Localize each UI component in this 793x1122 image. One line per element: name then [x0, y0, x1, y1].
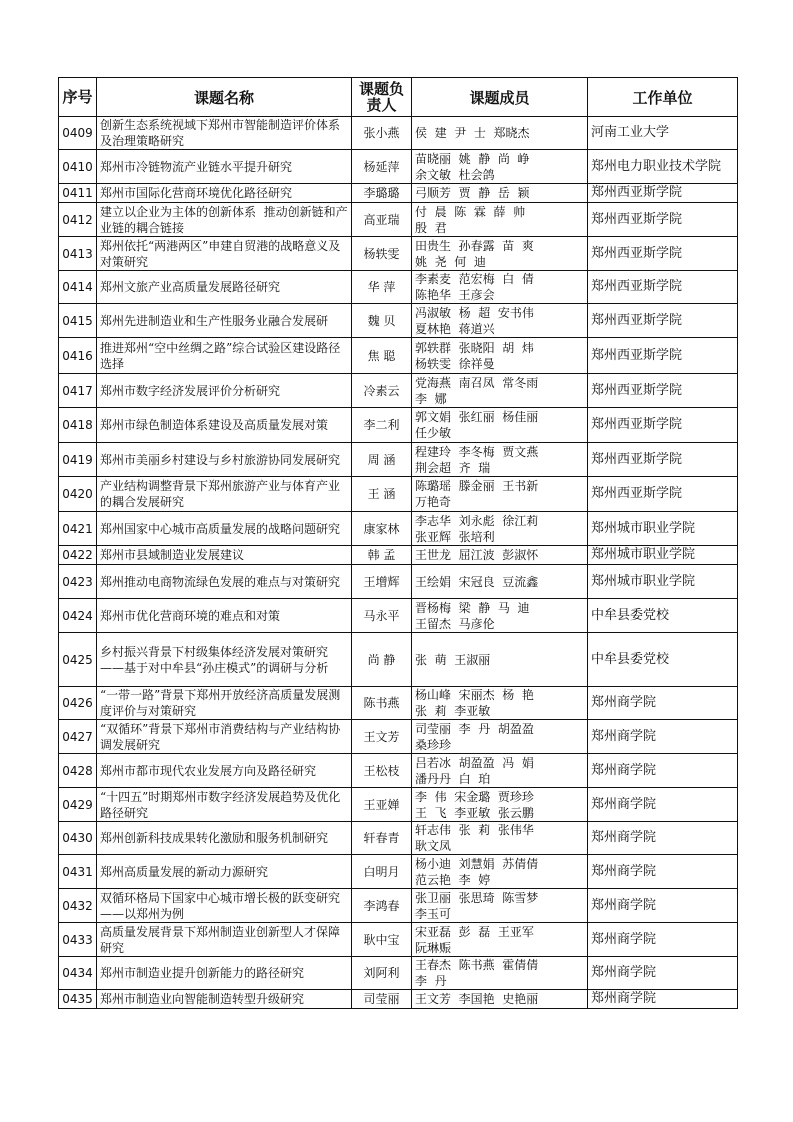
table-cell-unit: 郑州西亚斯学院 — [588, 184, 738, 203]
table-cell-title — [97, 599, 352, 633]
table-cell-unit: 郑州商学院 — [588, 822, 738, 855]
table-cell-title-text: “十四五”时期郑州市数字经济发展趋势及优化路径研究 — [100, 789, 341, 820]
table-cell-lead: 李鸿春 — [352, 889, 412, 923]
table-cell-title — [97, 633, 352, 687]
table-cell-members-text: 程建玲 李冬梅 贾文燕 荆会超 齐 瑞 — [415, 444, 539, 475]
table-cell-title — [97, 687, 352, 720]
table-row — [59, 754, 738, 788]
table-cell-members — [412, 117, 588, 150]
table-cell-unit: 郑州商学院 — [588, 990, 738, 1009]
table-cell-members — [412, 408, 588, 443]
table-cell-lead: 杨延萍 — [352, 150, 412, 184]
table-cell-members — [412, 203, 588, 237]
table-row — [59, 788, 738, 822]
table-cell-members-text: 党海燕 南召凤 常冬雨 李 娜 — [415, 375, 539, 406]
table-cell-members-text: 张 萌 王淑丽 — [415, 652, 491, 667]
table-cell-title — [97, 546, 352, 565]
table-cell-seq: 0410 — [59, 150, 97, 184]
table-cell-members — [412, 822, 588, 855]
table-cell-members-text: 冯淑敏 杨 超 安书伟 夏林艳 蒋道兴 — [415, 305, 534, 336]
table-cell-title-text: 郑州市数字经济发展评价分析研究 — [100, 383, 281, 398]
table-cell-members — [412, 374, 588, 408]
table-cell-seq: 0431 — [59, 855, 97, 889]
table-row — [59, 599, 738, 633]
table-row — [59, 512, 738, 546]
table-cell-seq: 0430 — [59, 822, 97, 855]
table-cell-unit: 郑州西亚斯学院 — [588, 338, 738, 374]
table-row — [59, 117, 738, 150]
table-cell-seq: 0412 — [59, 203, 97, 237]
table-cell-lead: 周 涵 — [352, 443, 412, 477]
table-cell-lead: 王 涵 — [352, 477, 412, 512]
table-cell-seq: 0418 — [59, 408, 97, 443]
table-cell-title-text: “一带一路”背景下郑州开放经济高质量发展测度评价与对策研究 — [100, 688, 341, 718]
table-cell-members — [412, 184, 588, 203]
table-cell-seq: 0411 — [59, 184, 97, 203]
table-cell-members-text: 李 伟 宋金璐 贾珍珍 王 飞 李亚敏 张云鹏 — [415, 789, 534, 820]
table-cell-title — [97, 754, 352, 788]
table-cell-unit: 郑州西亚斯学院 — [588, 477, 738, 512]
table-cell-lead: 韩 孟 — [352, 546, 412, 565]
table-cell-title — [97, 443, 352, 477]
table-cell-title — [97, 512, 352, 546]
table-cell-members — [412, 443, 588, 477]
table-cell-title-text: 郑州高质量发展的新动力源研究 — [100, 864, 269, 879]
table-cell-seq: 0416 — [59, 338, 97, 374]
project-table — [58, 77, 738, 1009]
table-row — [59, 990, 738, 1009]
header-lead: 课题负责人 — [352, 78, 412, 117]
table-cell-title — [97, 990, 352, 1009]
table-cell-members-text: 田贵生 孙春露 苗 爽 姚 尧 何 迪 — [415, 238, 534, 269]
table-cell-title — [97, 117, 352, 150]
table-cell-seq: 0415 — [59, 304, 97, 338]
table-cell-seq: 0409 — [59, 117, 97, 150]
table-row — [59, 203, 738, 237]
table-cell-members-text: 杨山峰 宋丽杰 杨 艳 张 莉 李亚敏 — [415, 688, 534, 718]
table-cell-seq: 0427 — [59, 720, 97, 754]
table-cell-unit: 郑州城市职业学院 — [588, 512, 738, 546]
table-cell-title — [97, 237, 352, 271]
table-cell-members-text: 吕若冰 胡盈盈 冯 娟 潘丹丹 白 珀 — [415, 755, 534, 786]
table-cell-members-text: 晋杨梅 梁 静 马 迪 王留杰 马彦伦 — [415, 600, 530, 631]
table-cell-title — [97, 720, 352, 754]
table-cell-lead: 焦 聪 — [352, 338, 412, 374]
table-cell-members-text: 王世龙 屈江波 彭淑怀 — [415, 548, 539, 562]
table-cell-lead: 尚 静 — [352, 633, 412, 687]
table-cell-lead: 康家林 — [352, 512, 412, 546]
table-cell-title-text: 郑州市国际化营商环境优化路径研究 — [100, 186, 293, 200]
table-cell-members-text: 王春杰 陈书燕 霍倩倩 李 丹 — [415, 958, 539, 988]
table-cell-members — [412, 512, 588, 546]
table-cell-title — [97, 150, 352, 184]
table-cell-seq: 0426 — [59, 687, 97, 720]
table-cell-lead: 李璐璐 — [352, 184, 412, 203]
table-cell-seq: 0433 — [59, 923, 97, 957]
table-cell-title-text: 高质量发展背景下郑州制造业创新型人才保障研究 — [100, 924, 341, 955]
header-seq: 序号 — [59, 78, 97, 117]
table-cell-members — [412, 304, 588, 338]
table-cell-members-text: 郭轶群 张晓阳 胡 炜 杨轶雯 徐祥曼 — [415, 340, 534, 371]
table-cell-unit: 郑州商学院 — [588, 720, 738, 754]
table-cell-members-text: 王文芳 李国艳 史艳丽 — [415, 992, 539, 1006]
table-cell-title-text: 郑州国家中心城市高质量发展的战略问题研究 — [100, 521, 341, 536]
table-row — [59, 150, 738, 184]
table-cell-seq: 0422 — [59, 546, 97, 565]
table-cell-seq: 0423 — [59, 565, 97, 599]
table-cell-members — [412, 271, 588, 304]
table-cell-title-text: 郑州市优化营商环境的难点和对策 — [100, 608, 281, 623]
table-cell-title — [97, 822, 352, 855]
table-cell-members — [412, 237, 588, 271]
table-cell-title-text: 郑州文旅产业高质量发展路径研究 — [100, 280, 281, 294]
table-row — [59, 633, 738, 687]
table-cell-members — [412, 990, 588, 1009]
table-cell-seq: 0429 — [59, 788, 97, 822]
table-cell-unit: 郑州商学院 — [588, 687, 738, 720]
table-cell-seq: 0435 — [59, 990, 97, 1009]
table-cell-unit: 郑州商学院 — [588, 788, 738, 822]
table-cell-lead: 马永平 — [352, 599, 412, 633]
table-cell-lead: 高亚瑞 — [352, 203, 412, 237]
table-cell-members — [412, 150, 588, 184]
table-cell-title-text: “双循环”背景下郑州市消费结构与产业结构协调发展研究 — [100, 721, 341, 752]
table-cell-title — [97, 957, 352, 990]
table-cell-title — [97, 788, 352, 822]
table-cell-unit: 中牟县委党校 — [588, 599, 738, 633]
table-cell-lead: 李二利 — [352, 408, 412, 443]
table-cell-seq: 0421 — [59, 512, 97, 546]
table-cell-title — [97, 855, 352, 889]
table-cell-unit: 郑州城市职业学院 — [588, 546, 738, 565]
table-cell-title-text: 郑州市冷链物流产业链水平提升研究 — [100, 159, 293, 174]
table-cell-unit: 河南工业大学 — [588, 117, 738, 150]
table-row — [59, 687, 738, 720]
table-cell-seq: 0417 — [59, 374, 97, 408]
table-cell-title — [97, 374, 352, 408]
table-cell-members — [412, 923, 588, 957]
table-cell-members — [412, 957, 588, 990]
table-cell-unit: 郑州西亚斯学院 — [588, 271, 738, 304]
table-cell-members — [412, 754, 588, 788]
table-cell-lead: 王松枝 — [352, 754, 412, 788]
table-cell-members — [412, 889, 588, 923]
table-cell-title-text: 双循环格局下国家中心城市增长极的跃变研究——以郑州为例 — [100, 890, 341, 921]
table-cell-title-text: 产业结构调整背景下郑州旅游产业与体育产业的耦合发展研究 — [100, 479, 341, 509]
table-cell-lead: 杨轶雯 — [352, 237, 412, 271]
table-cell-members-text: 张卫丽 张思琦 陈雪梦 李玉可 — [415, 890, 539, 921]
table-cell-lead: 魏 贝 — [352, 304, 412, 338]
table-cell-members-text: 李志华 刘永彪 徐江莉 张亚辉 张培利 — [415, 513, 539, 544]
table-cell-members — [412, 477, 588, 512]
table-cell-members — [412, 855, 588, 889]
table-cell-members-text: 李素麦 范宏梅 白 倩 陈艳华 王彦会 — [415, 272, 534, 302]
table-row — [59, 184, 738, 203]
table-row — [59, 822, 738, 855]
table-cell-lead: 司莹丽 — [352, 990, 412, 1009]
table-row — [59, 271, 738, 304]
table-cell-title — [97, 271, 352, 304]
table-cell-title — [97, 184, 352, 203]
table-cell-title-text: 郑州市制造业向智能制造转型升级研究 — [100, 992, 305, 1006]
table-cell-members — [412, 599, 588, 633]
table-cell-title — [97, 889, 352, 923]
table-cell-members-text: 司莹丽 李 丹 胡盈盈 桑珍珍 — [415, 721, 534, 752]
table-cell-seq: 0428 — [59, 754, 97, 788]
table-cell-title-text: 乡村振兴背景下村级集体经济发展对策研究——基于对中牟县“孙庄模式”的调研与分析 — [100, 644, 329, 675]
table-cell-lead: 张小燕 — [352, 117, 412, 150]
table-cell-lead: 刘阿利 — [352, 957, 412, 990]
table-cell-unit: 郑州商学院 — [588, 923, 738, 957]
table-cell-unit: 郑州商学院 — [588, 855, 738, 889]
table-row — [59, 923, 738, 957]
table-row — [59, 889, 738, 923]
table-cell-seq: 0432 — [59, 889, 97, 923]
table-cell-lead: 陈书燕 — [352, 687, 412, 720]
table-cell-seq: 0425 — [59, 633, 97, 687]
table-cell-unit: 郑州西亚斯学院 — [588, 374, 738, 408]
table-cell-lead: 王增辉 — [352, 565, 412, 599]
table-cell-unit: 郑州商学院 — [588, 889, 738, 923]
table-row — [59, 546, 738, 565]
table-row — [59, 338, 738, 374]
table-cell-seq: 0413 — [59, 237, 97, 271]
table-cell-title — [97, 304, 352, 338]
table-cell-unit: 郑州西亚斯学院 — [588, 237, 738, 271]
table-row — [59, 855, 738, 889]
table-cell-title-text: 郑州依托“两港两区”申建自贸港的战略意义及对策研究 — [100, 238, 341, 269]
table-cell-title-text: 郑州先进制造业和生产性服务业融合发展研 — [100, 313, 329, 328]
table-cell-lead: 冷素云 — [352, 374, 412, 408]
table-cell-members-text: 苗晓丽 姚 静 尚 峥 余文敏 杜会鸽 — [415, 151, 530, 182]
table-cell-lead: 轩春青 — [352, 822, 412, 855]
table-cell-members-text: 王绘娟 宋冠良 豆流鑫 — [415, 574, 539, 589]
table-cell-members-text: 杨小迪 刘慧娟 苏倩倩 范云艳 李 婷 — [415, 856, 539, 887]
table-row — [59, 720, 738, 754]
header-unit: 工作单位 — [588, 78, 738, 117]
table-cell-seq: 0424 — [59, 599, 97, 633]
table-cell-unit: 郑州西亚斯学院 — [588, 408, 738, 443]
header-members: 课题成员 — [412, 78, 588, 117]
table-cell-members — [412, 546, 588, 565]
table-cell-members — [412, 720, 588, 754]
table-cell-title — [97, 477, 352, 512]
table-cell-members-text: 轩志伟 张 莉 张伟华 耿文凤 — [415, 823, 534, 853]
table-cell-unit: 郑州西亚斯学院 — [588, 443, 738, 477]
table-cell-title-text: 郑州市都市现代农业发展方向及路径研究 — [100, 763, 317, 778]
table-cell-title-text: 郑州创新科技成果转化激励和服务机制研究 — [100, 831, 329, 845]
table-cell-title-text: 郑州市县域制造业发展建议 — [100, 548, 245, 562]
table-cell-members-text: 侯 建 尹 士 郑晓杰 — [415, 126, 530, 140]
table-cell-seq: 0414 — [59, 271, 97, 304]
table-cell-members — [412, 687, 588, 720]
table-cell-title — [97, 408, 352, 443]
table-cell-title-text: 郑州市绿色制造体系建设及高质量发展对策 — [100, 418, 329, 432]
table-row — [59, 304, 738, 338]
table-cell-members — [412, 788, 588, 822]
table-cell-unit: 郑州西亚斯学院 — [588, 203, 738, 237]
table-cell-title-text: 创新生态系统视域下郑州市智能制造评价体系及治理策略研究 — [100, 118, 341, 148]
table-cell-unit: 郑州城市职业学院 — [588, 565, 738, 599]
table-cell-title-text: 建立以企业为主体的创新体系 推动创新链和产业链的耦合链接 — [100, 204, 348, 235]
table-cell-title — [97, 338, 352, 374]
table-cell-title-text: 郑州市美丽乡村建设与乡村旅游协同发展研究 — [100, 452, 341, 467]
table-cell-unit: 郑州电力职业技术学院 — [588, 150, 738, 184]
table-cell-unit: 郑州西亚斯学院 — [588, 304, 738, 338]
table-row — [59, 565, 738, 599]
header-row — [59, 78, 738, 117]
table-cell-members-text: 郭文娟 张红丽 杨佳丽 任少敏 — [415, 410, 539, 440]
table-cell-members — [412, 338, 588, 374]
table-cell-title — [97, 923, 352, 957]
table-cell-unit: 郑州商学院 — [588, 957, 738, 990]
table-cell-members-text: 付 晨 陈 霖 薛 帅 殷 君 — [415, 204, 526, 235]
table-cell-lead: 华 萍 — [352, 271, 412, 304]
table-cell-members — [412, 565, 588, 599]
table-cell-lead: 耿中宝 — [352, 923, 412, 957]
table-cell-seq: 0420 — [59, 477, 97, 512]
table-row — [59, 408, 738, 443]
table-cell-title-text: 郑州市制造业提升创新能力的路径研究 — [100, 966, 305, 980]
table-cell-title-text: 郑州推动电商物流绿色发展的难点与对策研究 — [100, 574, 341, 589]
table-row — [59, 477, 738, 512]
table-cell-lead: 王文芳 — [352, 720, 412, 754]
table-row — [59, 443, 738, 477]
table-cell-members-text: 陈璐瑶 滕金丽 王书新 万艳奇 — [415, 479, 539, 509]
table-row — [59, 237, 738, 271]
table-cell-members — [412, 633, 588, 687]
table-cell-seq: 0434 — [59, 957, 97, 990]
table-cell-title-text: 推进郑州“空中丝绸之路”综合试验区建设路径选择 — [100, 340, 341, 371]
table-cell-lead: 白明月 — [352, 855, 412, 889]
header-title: 课题名称 — [97, 78, 352, 117]
table-cell-title — [97, 565, 352, 599]
table-cell-seq: 0419 — [59, 443, 97, 477]
table-cell-lead: 王亚婵 — [352, 788, 412, 822]
table-row — [59, 957, 738, 990]
table-cell-members-text: 弓顺芳 贾 静 岳 颖 — [415, 186, 530, 200]
table-cell-unit: 郑州商学院 — [588, 754, 738, 788]
table-cell-title — [97, 203, 352, 237]
table-row — [59, 374, 738, 408]
table-cell-unit: 中牟县委党校 — [588, 633, 738, 687]
table-cell-members-text: 宋亚磊 彭 磊 王亚军 阮琳赈 — [415, 924, 534, 955]
